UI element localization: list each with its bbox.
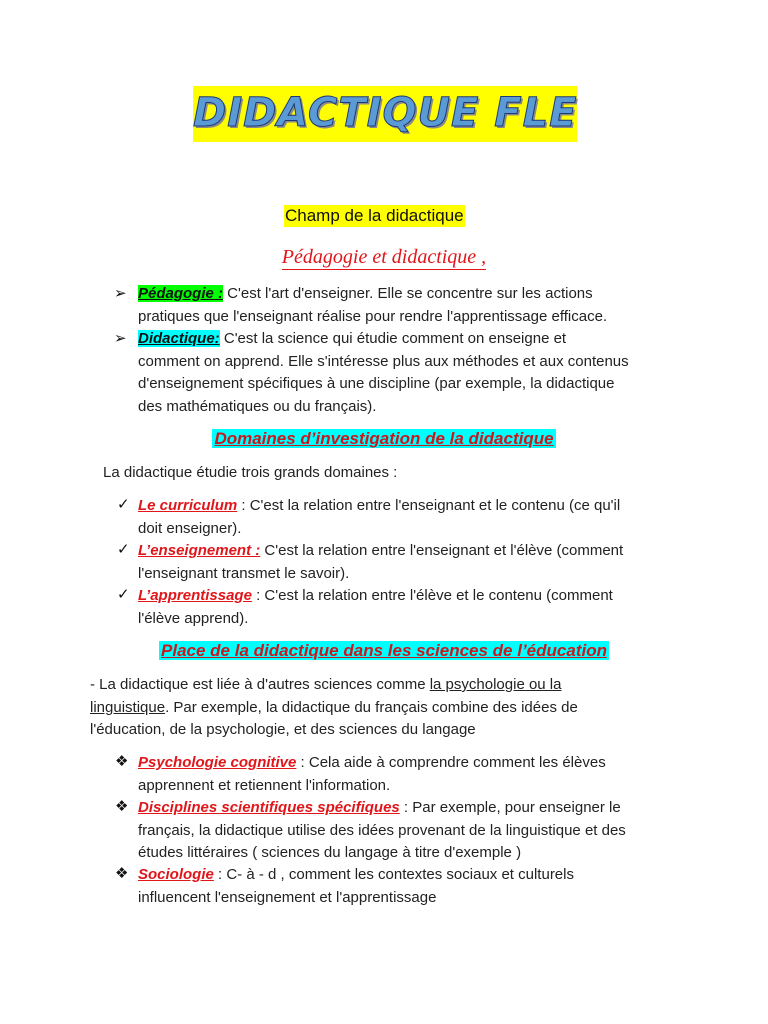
item-text: français, la didactique utilise des idées provenant de la linguistique et des bbox=[138, 821, 626, 839]
check-bullet-icon: ✓ bbox=[117, 586, 130, 603]
item-text: études littéraires ( sciences du langage à titre d'exemple ) bbox=[138, 844, 522, 861]
section2-heading bbox=[0, 428, 768, 450]
term-sociologie: Sociologie bbox=[138, 866, 214, 883]
section2-heading-text: Domaines d’investigation de la didactique bbox=[214, 429, 554, 448]
item-text: : Par exemple, pour enseigner le bbox=[399, 799, 621, 816]
item-text: C'est la relation entre l'enseignant et l'élève (comment bbox=[260, 542, 624, 559]
item-text: C'est la science qui étudie comment on enseigne et bbox=[219, 330, 567, 347]
list-item-didactique bbox=[138, 328, 629, 418]
item-text: influencent l'enseignement et l'apprentissage bbox=[138, 888, 437, 906]
section3-paragraph bbox=[90, 674, 578, 742]
para-text: l'éducation, de la psychologie, et des sciences du langage bbox=[90, 721, 476, 738]
section3-heading-text: Place de la didactique dans les sciences de l’éducation bbox=[161, 641, 607, 660]
section1-heading bbox=[0, 245, 768, 269]
item-text: d'enseignement spécifiques à une discipline (par exemple, la didactique bbox=[138, 375, 615, 392]
check-bullet-icon: ✓ bbox=[117, 541, 130, 558]
section2-intro: La didactique étudie trois grands domaines : bbox=[103, 464, 398, 481]
para-text: . Par exemple, la didactique du français combine des idées de bbox=[165, 698, 578, 716]
term-didactique: Didactique: bbox=[138, 330, 220, 347]
list-item-curriculum bbox=[138, 495, 620, 540]
term-enseignement: L’enseignement : bbox=[138, 542, 261, 559]
term-curriculum: Le curriculum bbox=[138, 497, 238, 514]
para-text: - La didactique est liée à d'autres sciences comme bbox=[90, 676, 430, 693]
document-title: DIDACTIQUE FLE bbox=[193, 90, 578, 136]
list-item-psychologie bbox=[138, 752, 606, 797]
list-item-sociologie bbox=[138, 864, 574, 909]
term-apprentissage: L’apprentissage bbox=[138, 587, 252, 604]
item-text: : C- à - d , comment les contextes sociaux et culturels bbox=[213, 866, 574, 883]
diamond-bullet-icon: ❖ bbox=[115, 865, 129, 882]
item-text: des mathématiques ou du français). bbox=[138, 397, 377, 415]
item-text: : C'est la relation entre l'enseignant et le contenu (ce qu'il bbox=[237, 497, 621, 514]
list-item-disciplines bbox=[138, 797, 626, 865]
item-text: l'élève apprend). bbox=[138, 609, 249, 627]
arrow-bullet-icon: ➢ bbox=[114, 330, 127, 347]
item-text: apprennent et retiennent l'information. bbox=[138, 776, 391, 794]
para-underlined: la psychologie ou la bbox=[429, 676, 562, 693]
item-text: doit enseigner). bbox=[138, 519, 242, 537]
item-text: pratiques que l'enseignant réalise pour rendre l'apprentissage efficace. bbox=[138, 307, 608, 325]
term-pedagogie: Pédagogie : bbox=[138, 285, 224, 302]
subtitle: Champ de la didactique bbox=[285, 206, 464, 225]
term-psychologie: Psychologie cognitive bbox=[138, 754, 297, 771]
item-text: comment on apprend. Elle s'intéresse plus aux méthodes et aux contenus bbox=[138, 352, 629, 370]
term-disciplines: Disciplines scientifiques spécifiques bbox=[138, 799, 400, 816]
item-text: l'enseignant transmet le savoir). bbox=[138, 564, 350, 582]
arrow-bullet-icon: ➢ bbox=[114, 285, 127, 302]
item-text: : C'est la relation entre l'élève et le contenu (comment bbox=[251, 587, 613, 604]
list-item-apprentissage bbox=[138, 585, 613, 630]
title-banner bbox=[193, 86, 577, 142]
section3-heading bbox=[0, 640, 768, 662]
diamond-bullet-icon: ❖ bbox=[115, 798, 129, 815]
list-item-pedagogie bbox=[138, 283, 607, 328]
section1-heading-text: Pédagogie et didactique , bbox=[281, 246, 487, 268]
para-underlined: linguistique bbox=[90, 698, 166, 716]
list-item-enseignement bbox=[138, 540, 623, 585]
diamond-bullet-icon: ❖ bbox=[115, 753, 129, 770]
item-text: C'est l'art d'enseigner. Elle se concentre sur les actions bbox=[223, 285, 593, 302]
check-bullet-icon: ✓ bbox=[117, 496, 130, 513]
item-text: : Cela aide à comprendre comment les élèves bbox=[296, 754, 606, 771]
